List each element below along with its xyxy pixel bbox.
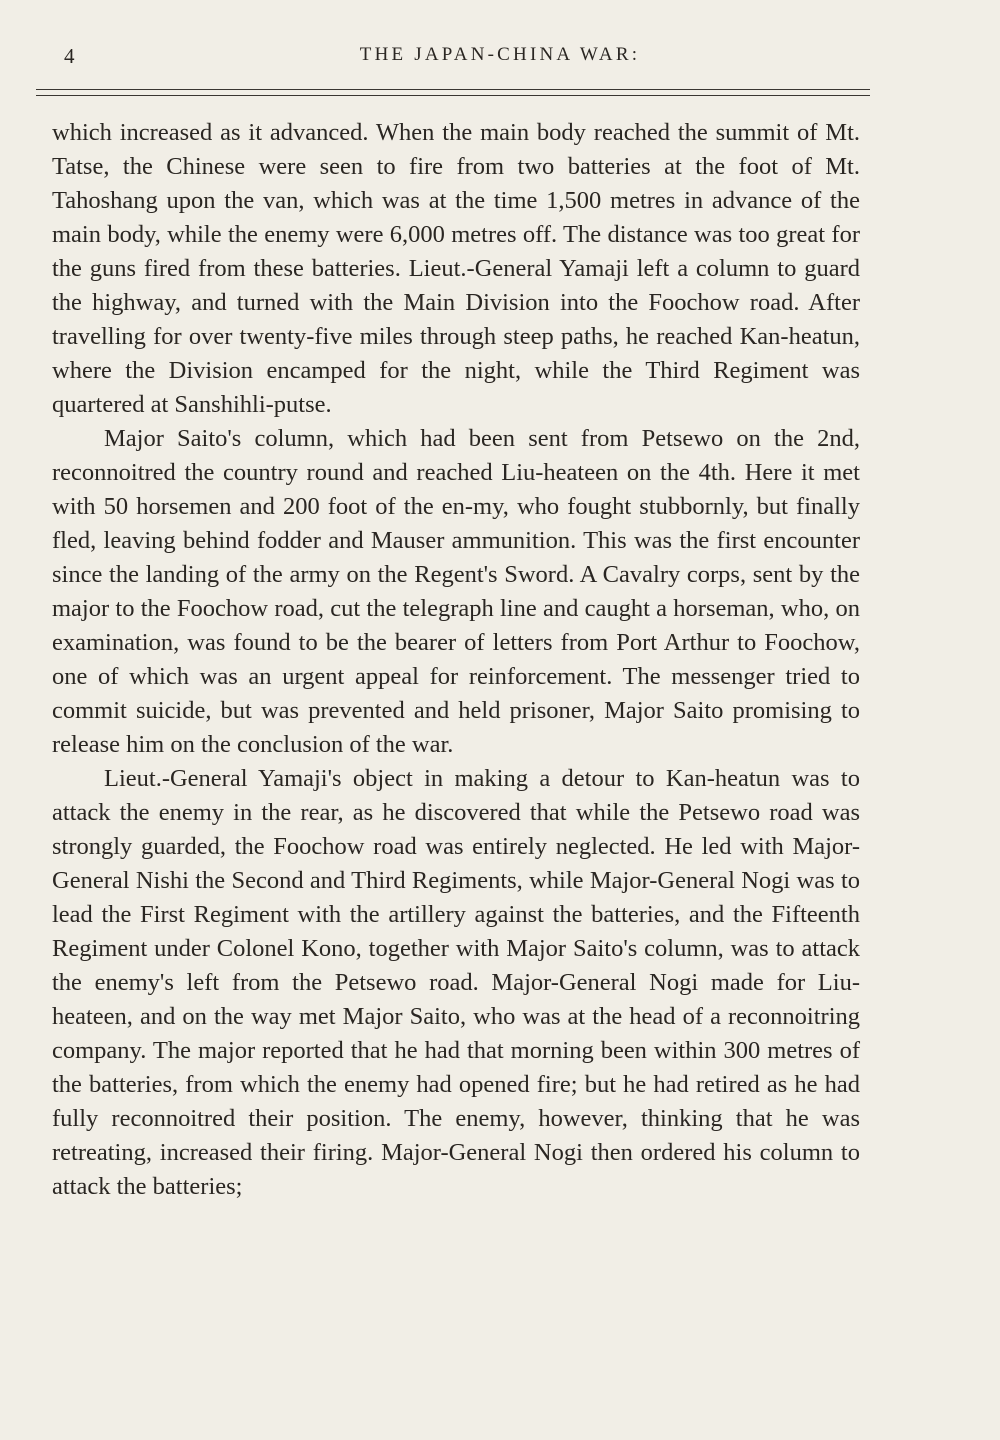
running-title: THE JAPAN-CHINA WAR: [359,44,641,65]
body-text [52,116,860,1204]
page-header [0,40,1000,76]
page-number: 4 [64,44,76,68]
header-rule-bottom [36,95,870,96]
header-rule-top [36,89,870,90]
paragraph-continued: which increased as it advanced. When the main body reached the summit of Mt. Tatse, the Chinese were seen to fire from two batteries at the foot of Mt. Tahoshang upon the van, which was at the time 1,500 metres in advance of the main body, while the enemy were 6,000 metres off. The distance was too great for the guns fired from these batteries. Lieut.-General Yamaji left a column to guard the highway, and turned with the Main Division into the Foochow road. After travelling for over twenty-five miles through steep paths, he reached Kan-heatun, where the Division encamped for the night, while the Third Regiment was quartered at Sanshihli-putse. [52,119,860,418]
paragraph: Lieut.-General Yamaji's object in making a detour to Kan-heatun was to attack the enemy in the rear, as he discovered that while the Petsewo road was strongly guarded, the Foochow road was entirely neglected. He led with Major-General Nishi the Second and Third Regiments, while Major-General Nogi was to lead the First Regiment with the artillery against the batteries, and the Fifteenth Regiment under Colonel Kono, together with Major Saito's column, was to attack the enemy's left from the Petsewo road. Major-General Nogi made for Liu-heateen, and on the way met Major Saito, who was at the head of a reconnoitring company. The major reported that he had that morning been within 300 metres of the batteries, from which the enemy had opened fire; but he had retired as he had fully reconnoitred their position. The enemy, however, thinking that he was retreating, increased their firing. Major-General Nogi then ordered his column to attack the batteries; [52,765,860,1200]
paragraph: Major Saito's column, which had been sent from Petsewo on the 2nd, reconnoitred the country round and reached Liu-heateen on the 4th. Here it met with 50 horsemen and 200 foot of the en-my, who fought stubbornly, but finally fled, leaving behind fodder and Mauser ammunition. This was the first encounter since the landing of the army on the Regent's Sword. A Cavalry corps, sent by the major to the Foochow road, cut the telegraph line and caught a horseman, who, on examination, was found to be the bearer of letters from Port Arthur to Foochow, one of which was an urgent appeal for reinforcement. The messenger tried to commit suicide, but was prevented and held prisoner, Major Saito promising to release him on the conclusion of the war. [52,425,860,758]
